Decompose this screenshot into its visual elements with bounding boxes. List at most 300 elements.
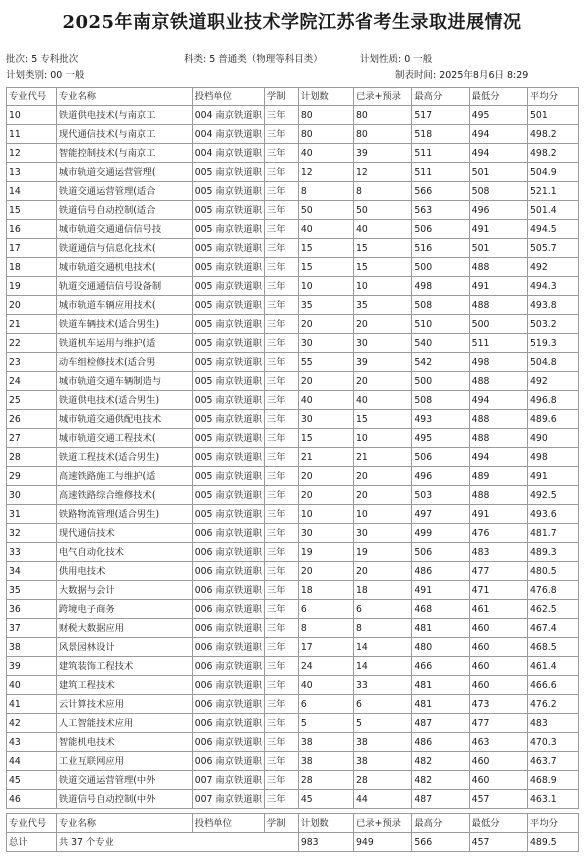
cell-plan: 15: [298, 239, 353, 258]
cell-avg: 501: [528, 106, 579, 125]
cell-min: 488: [469, 296, 527, 315]
total-count: 共 37 个专业: [56, 833, 298, 852]
plan-nature-label: 计划性质: 0 一般: [360, 54, 433, 65]
cell-plan: 30: [298, 334, 353, 353]
cell-code: 29: [7, 467, 57, 486]
cell-avg: 468.5: [528, 638, 579, 657]
cell-unit: 005 南京铁道职: [192, 296, 264, 315]
cell-avg: 466.6: [528, 676, 579, 695]
cell-plan: 15: [298, 258, 353, 277]
cell-code: 26: [7, 410, 57, 429]
cell-admitted: 30: [354, 524, 412, 543]
cell-admitted: 50: [354, 201, 412, 220]
cell-max: 487: [412, 714, 469, 733]
cell-min: 460: [469, 676, 527, 695]
cell-duration: 三年: [264, 619, 298, 638]
cell-plan: 15: [298, 429, 353, 448]
cell-code: 28: [7, 448, 57, 467]
cell-major: 铁路物流管理(适合男生): [56, 505, 192, 524]
cell-min: 460: [469, 619, 527, 638]
cell-unit: 005 南京铁道职: [192, 467, 264, 486]
cell-avg: 498.2: [528, 125, 579, 144]
cell-unit: 006 南京铁道职: [192, 581, 264, 600]
cell-major: 铁道机车运用与维护(适: [56, 334, 192, 353]
cell-code: 33: [7, 543, 57, 562]
cell-unit: 005 南京铁道职: [192, 220, 264, 239]
cell-admitted: 10: [354, 429, 412, 448]
cell-plan: 38: [298, 733, 353, 752]
cell-avg: 492.5: [528, 486, 579, 505]
cell-avg: 491: [528, 467, 579, 486]
cell-max: 517: [412, 106, 469, 125]
cell-min: 491: [469, 277, 527, 296]
cell-admitted: 20: [354, 315, 412, 334]
cell-min: 500: [469, 315, 527, 334]
cell-max: 482: [412, 752, 469, 771]
table-row: [7, 372, 579, 391]
cell-avg: 519.3: [528, 334, 579, 353]
cell-major: 铁道信号自动控制(适合: [56, 201, 192, 220]
header-min: 最低分: [469, 88, 527, 106]
cell-max: 495: [412, 429, 469, 448]
cell-max: 506: [412, 543, 469, 562]
table-row: [7, 714, 579, 733]
cell-avg: 492: [528, 258, 579, 277]
cell-max: 508: [412, 296, 469, 315]
cell-code: 14: [7, 182, 57, 201]
cell-unit: 005 南京铁道职: [192, 258, 264, 277]
cell-major: 城市轨道交通工程技术(: [56, 429, 192, 448]
cell-major: 高速铁路综合维修技术(: [56, 486, 192, 505]
cell-max: 482: [412, 771, 469, 790]
cell-unit: 004 南京铁道职: [192, 144, 264, 163]
footer-header-major: 专业名称: [56, 814, 192, 833]
cell-duration: 三年: [264, 144, 298, 163]
cell-plan: 40: [298, 391, 353, 410]
cell-duration: 三年: [264, 296, 298, 315]
cell-avg: 481.7: [528, 524, 579, 543]
cell-major: 高速铁路施工与维护(适: [56, 467, 192, 486]
cell-plan: 6: [298, 695, 353, 714]
cell-duration: 三年: [264, 676, 298, 695]
cell-admitted: 21: [354, 448, 412, 467]
cell-min: 494: [469, 448, 527, 467]
cell-min: 488: [469, 486, 527, 505]
cell-code: 37: [7, 619, 57, 638]
cell-major: 轨道交通通信信号设备制: [56, 277, 192, 296]
cell-duration: 三年: [264, 220, 298, 239]
cell-avg: 498.2: [528, 144, 579, 163]
cell-duration: 三年: [264, 277, 298, 296]
category-label: 科类: 5 普通类（物理等科目类）: [184, 54, 323, 65]
cell-max: 497: [412, 505, 469, 524]
cell-admitted: 5: [354, 714, 412, 733]
cell-max: 486: [412, 733, 469, 752]
cell-major: 铁道供电技术(适合男生): [56, 391, 192, 410]
cell-plan: 20: [298, 372, 353, 391]
cell-major: 大数据与会计: [56, 581, 192, 600]
cell-admitted: 39: [354, 144, 412, 163]
total-row: [7, 833, 579, 852]
cell-max: 508: [412, 391, 469, 410]
cell-code: 32: [7, 524, 57, 543]
table-row: [7, 144, 579, 163]
footer-header-max: 最高分: [412, 814, 469, 833]
cell-min: 460: [469, 638, 527, 657]
cell-major: 现代通信技术: [56, 524, 192, 543]
cell-major: 铁道交通运营管理(适合: [56, 182, 192, 201]
cell-min: 473: [469, 695, 527, 714]
cell-plan: 30: [298, 410, 353, 429]
table-row: [7, 315, 579, 334]
cell-min: 460: [469, 771, 527, 790]
cell-duration: 三年: [264, 258, 298, 277]
cell-min: 489: [469, 467, 527, 486]
cell-plan: 17: [298, 638, 353, 657]
cell-code: 40: [7, 676, 57, 695]
cell-code: 35: [7, 581, 57, 600]
cell-major: 城市轨道交通车辆制造与: [56, 372, 192, 391]
cell-unit: 005 南京铁道职: [192, 410, 264, 429]
cell-min: 460: [469, 657, 527, 676]
cell-admitted: 15: [354, 258, 412, 277]
cell-max: 481: [412, 695, 469, 714]
cell-code: 30: [7, 486, 57, 505]
cell-max: 487: [412, 790, 469, 809]
table-row: [7, 638, 579, 657]
cell-min: 471: [469, 581, 527, 600]
cell-admitted: 6: [354, 695, 412, 714]
cell-min: 508: [469, 182, 527, 201]
cell-admitted: 10: [354, 505, 412, 524]
cell-max: 481: [412, 676, 469, 695]
cell-avg: 521.1: [528, 182, 579, 201]
cell-unit: 007 南京铁道职: [192, 771, 264, 790]
cell-major: 供用电技术: [56, 562, 192, 581]
cell-admitted: 80: [354, 125, 412, 144]
cell-max: 496: [412, 467, 469, 486]
table-row: [7, 676, 579, 695]
cell-plan: 10: [298, 505, 353, 524]
cell-major: 跨境电子商务: [56, 600, 192, 619]
cell-max: 480: [412, 638, 469, 657]
cell-unit: 005 南京铁道职: [192, 239, 264, 258]
cell-code: 19: [7, 277, 57, 296]
cell-avg: 476.8: [528, 581, 579, 600]
cell-max: 511: [412, 144, 469, 163]
cell-plan: 45: [298, 790, 353, 809]
cell-plan: 12: [298, 163, 353, 182]
table-row: [7, 657, 579, 676]
cell-max: 468: [412, 600, 469, 619]
header-max: 最高分: [412, 88, 469, 106]
cell-plan: 38: [298, 752, 353, 771]
cell-duration: 三年: [264, 163, 298, 182]
cell-admitted: 20: [354, 372, 412, 391]
cell-duration: 三年: [264, 315, 298, 334]
cell-duration: 三年: [264, 714, 298, 733]
cell-unit: 005 南京铁道职: [192, 372, 264, 391]
cell-duration: 三年: [264, 638, 298, 657]
cell-max: 516: [412, 239, 469, 258]
cell-major: 动车组检修技术(适合男: [56, 353, 192, 372]
cell-admitted: 14: [354, 638, 412, 657]
cell-plan: 80: [298, 125, 353, 144]
cell-unit: 005 南京铁道职: [192, 182, 264, 201]
cell-code: 42: [7, 714, 57, 733]
cell-unit: 005 南京铁道职: [192, 486, 264, 505]
cell-max: 542: [412, 353, 469, 372]
cell-avg: 494.3: [528, 277, 579, 296]
cell-admitted: 80: [354, 106, 412, 125]
cell-major: 风景园林设计: [56, 638, 192, 657]
cell-duration: 三年: [264, 486, 298, 505]
cell-code: 38: [7, 638, 57, 657]
table-time-label: 制表时间: 2025年8月6日 8:29: [395, 70, 529, 81]
batch-label: 批次: 5 专科批次: [6, 54, 79, 65]
cell-max: 518: [412, 125, 469, 144]
cell-avg: 489.6: [528, 410, 579, 429]
cell-min: 494: [469, 144, 527, 163]
cell-plan: 40: [298, 676, 353, 695]
cell-code: 23: [7, 353, 57, 372]
cell-max: 481: [412, 619, 469, 638]
cell-code: 18: [7, 258, 57, 277]
table-row: [7, 562, 579, 581]
cell-avg: 496.8: [528, 391, 579, 410]
cell-max: 510: [412, 315, 469, 334]
cell-unit: 004 南京铁道职: [192, 106, 264, 125]
cell-min: 494: [469, 125, 527, 144]
cell-duration: 三年: [264, 429, 298, 448]
footer-header-avg: 平均分: [528, 814, 579, 833]
table-row: [7, 296, 579, 315]
cell-duration: 三年: [264, 391, 298, 410]
cell-major: 人工智能技术应用: [56, 714, 192, 733]
header-avg: 平均分: [528, 88, 579, 106]
footer-header-min: 最低分: [469, 814, 527, 833]
cell-avg: 494.5: [528, 220, 579, 239]
cell-code: 16: [7, 220, 57, 239]
cell-max: 511: [412, 163, 469, 182]
cell-duration: 三年: [264, 467, 298, 486]
cell-duration: 三年: [264, 581, 298, 600]
table-row: [7, 600, 579, 619]
cell-major: 铁道车辆技术(适合男生): [56, 315, 192, 334]
cell-code: 44: [7, 752, 57, 771]
cell-avg: 501.4: [528, 201, 579, 220]
header-admitted: 已录+预录: [354, 88, 412, 106]
cell-max: 500: [412, 372, 469, 391]
cell-admitted: 15: [354, 239, 412, 258]
cell-code: 21: [7, 315, 57, 334]
cell-avg: 493.8: [528, 296, 579, 315]
cell-avg: 461.4: [528, 657, 579, 676]
cell-code: 46: [7, 790, 57, 809]
cell-duration: 三年: [264, 410, 298, 429]
cell-code: 11: [7, 125, 57, 144]
table-row: [7, 752, 579, 771]
cell-admitted: 20: [354, 562, 412, 581]
table-row: [7, 486, 579, 505]
cell-max: 493: [412, 410, 469, 429]
cell-admitted: 14: [354, 657, 412, 676]
cell-admitted: 20: [354, 486, 412, 505]
cell-unit: 006 南京铁道职: [192, 543, 264, 562]
cell-min: 488: [469, 258, 527, 277]
cell-plan: 24: [298, 657, 353, 676]
footer-header-code: 专业代号: [7, 814, 57, 833]
cell-plan: 20: [298, 486, 353, 505]
cell-major: 城市轨道交通运营管理(: [56, 163, 192, 182]
cell-unit: 006 南京铁道职: [192, 752, 264, 771]
cell-admitted: 15: [354, 410, 412, 429]
total-avg: 489.5: [528, 833, 579, 852]
cell-major: 城市轨道交通通信信号技: [56, 220, 192, 239]
cell-admitted: 10: [354, 277, 412, 296]
admission-table: [6, 87, 579, 852]
cell-admitted: 8: [354, 182, 412, 201]
cell-admitted: 20: [354, 467, 412, 486]
cell-duration: 三年: [264, 201, 298, 220]
cell-avg: 490: [528, 429, 579, 448]
cell-plan: 55: [298, 353, 353, 372]
cell-major: 铁道供电技术(与南京工: [56, 106, 192, 125]
cell-admitted: 40: [354, 391, 412, 410]
table-row: [7, 334, 579, 353]
cell-unit: 004 南京铁道职: [192, 125, 264, 144]
cell-code: 34: [7, 562, 57, 581]
cell-min: 494: [469, 391, 527, 410]
cell-unit: 005 南京铁道职: [192, 353, 264, 372]
cell-unit: 006 南京铁道职: [192, 733, 264, 752]
table-row: [7, 106, 579, 125]
cell-major: 财税大数据应用: [56, 619, 192, 638]
cell-code: 27: [7, 429, 57, 448]
cell-duration: 三年: [264, 657, 298, 676]
cell-avg: 467.4: [528, 619, 579, 638]
cell-code: 13: [7, 163, 57, 182]
cell-duration: 三年: [264, 695, 298, 714]
cell-max: 503: [412, 486, 469, 505]
cell-duration: 三年: [264, 790, 298, 809]
cell-admitted: 44: [354, 790, 412, 809]
cell-min: 501: [469, 163, 527, 182]
cell-min: 491: [469, 220, 527, 239]
cell-plan: 6: [298, 600, 353, 619]
cell-avg: 463.7: [528, 752, 579, 771]
cell-min: 498: [469, 353, 527, 372]
cell-plan: 8: [298, 182, 353, 201]
cell-admitted: 38: [354, 733, 412, 752]
cell-plan: 28: [298, 771, 353, 790]
cell-admitted: 28: [354, 771, 412, 790]
cell-major: 云计算技术应用: [56, 695, 192, 714]
cell-admitted: 8: [354, 619, 412, 638]
cell-major: 铁道通信与信息化技术(: [56, 239, 192, 258]
cell-plan: 21: [298, 448, 353, 467]
cell-unit: 005 南京铁道职: [192, 391, 264, 410]
total-admitted: 949: [354, 833, 412, 852]
cell-unit: 005 南京铁道职: [192, 505, 264, 524]
cell-min: 477: [469, 714, 527, 733]
cell-major: 铁道信号自动控制(中外: [56, 790, 192, 809]
cell-min: 483: [469, 543, 527, 562]
cell-admitted: 35: [354, 296, 412, 315]
cell-unit: 006 南京铁道职: [192, 619, 264, 638]
table-row: [7, 581, 579, 600]
cell-max: 498: [412, 277, 469, 296]
table-row: [7, 619, 579, 638]
cell-avg: 493.6: [528, 505, 579, 524]
cell-admitted: 12: [354, 163, 412, 182]
table-row: [7, 429, 579, 448]
cell-admitted: 38: [354, 752, 412, 771]
cell-duration: 三年: [264, 239, 298, 258]
cell-unit: 006 南京铁道职: [192, 562, 264, 581]
cell-code: 10: [7, 106, 57, 125]
cell-unit: 005 南京铁道职: [192, 334, 264, 353]
table-row: [7, 505, 579, 524]
cell-code: 25: [7, 391, 57, 410]
cell-code: 36: [7, 600, 57, 619]
cell-major: 建筑装饰工程技术: [56, 657, 192, 676]
header-code: 专业代号: [7, 88, 57, 106]
cell-avg: 489.3: [528, 543, 579, 562]
cell-duration: 三年: [264, 125, 298, 144]
cell-major: 城市轨道车辆应用技术(: [56, 296, 192, 315]
cell-plan: 20: [298, 562, 353, 581]
cell-min: 488: [469, 429, 527, 448]
cell-max: 540: [412, 334, 469, 353]
cell-major: 城市轨道交通供配电技术: [56, 410, 192, 429]
cell-max: 499: [412, 524, 469, 543]
cell-avg: 480.5: [528, 562, 579, 581]
header-unit: 投档单位: [192, 88, 264, 106]
cell-admitted: 40: [354, 220, 412, 239]
cell-code: 22: [7, 334, 57, 353]
cell-max: 500: [412, 258, 469, 277]
table-row: [7, 201, 579, 220]
cell-min: 495: [469, 106, 527, 125]
cell-plan: 20: [298, 315, 353, 334]
cell-unit: 005 南京铁道职: [192, 315, 264, 334]
cell-min: 463: [469, 733, 527, 752]
footer-header-plan: 计划数: [298, 814, 353, 833]
cell-code: 43: [7, 733, 57, 752]
cell-plan: 8: [298, 619, 353, 638]
cell-unit: 007 南京铁道职: [192, 790, 264, 809]
cell-unit: 005 南京铁道职: [192, 163, 264, 182]
page-title: 2025年南京铁道职业技术学院江苏省考生录取进展情况: [62, 12, 522, 33]
total-min: 457: [469, 833, 527, 852]
cell-duration: 三年: [264, 372, 298, 391]
cell-code: 45: [7, 771, 57, 790]
cell-plan: 10: [298, 277, 353, 296]
cell-unit: 006 南京铁道职: [192, 695, 264, 714]
cell-unit: 005 南京铁道职: [192, 277, 264, 296]
cell-plan: 30: [298, 524, 353, 543]
cell-admitted: 33: [354, 676, 412, 695]
cell-min: 511: [469, 334, 527, 353]
cell-admitted: 30: [354, 334, 412, 353]
cell-duration: 三年: [264, 733, 298, 752]
cell-major: 铁道交通运营管理(中外: [56, 771, 192, 790]
cell-major: 工业互联网应用: [56, 752, 192, 771]
cell-unit: 005 南京铁道职: [192, 448, 264, 467]
cell-duration: 三年: [264, 562, 298, 581]
table-row: [7, 239, 579, 258]
